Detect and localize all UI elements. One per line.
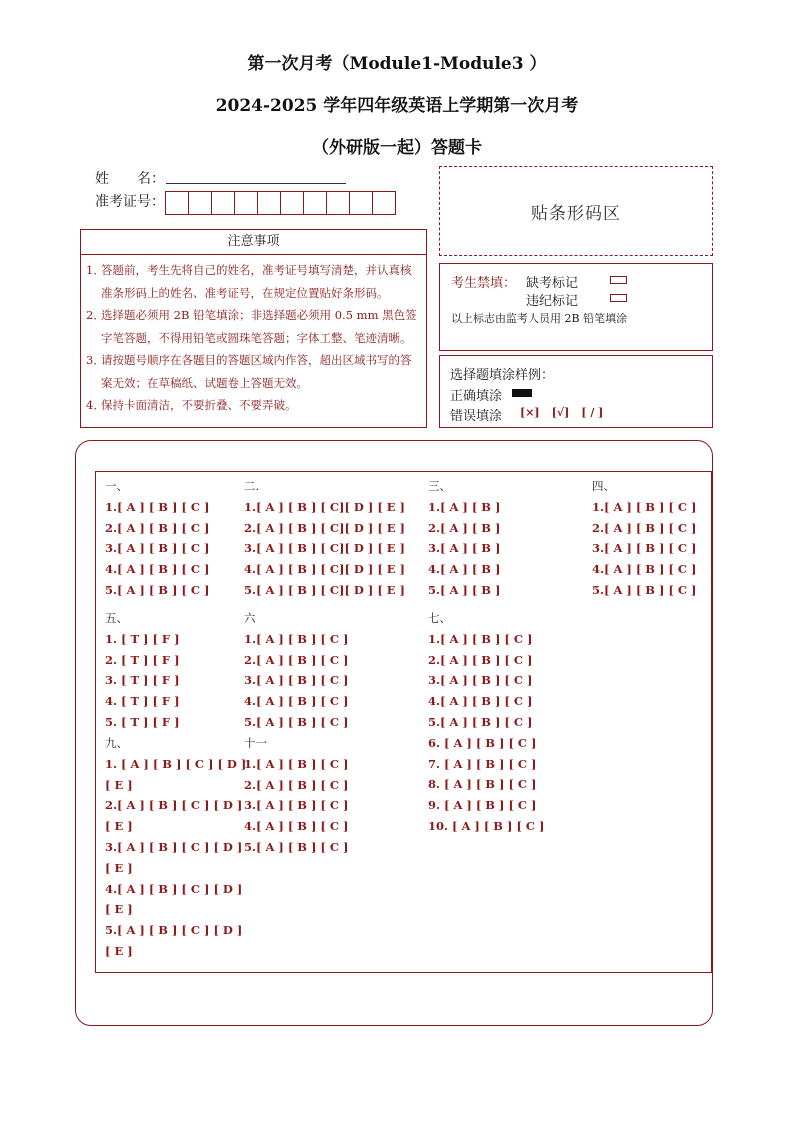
exam-id-digit-box[interactable]	[326, 191, 350, 215]
answer-option-row[interactable]: 5.[ A ] [ B ] [ C ]	[244, 839, 349, 854]
barcode-area	[439, 166, 713, 256]
correct-fill-label: 正确填涂	[450, 389, 503, 404]
section-title: 七、	[428, 611, 451, 625]
notice-box	[80, 229, 427, 428]
section-title: 二.	[244, 479, 260, 493]
wrong-fill-label: 错误填涂	[450, 409, 503, 424]
notice-item	[86, 259, 420, 304]
answer-option-row[interactable]: 5.[ A ] [ B ]	[428, 582, 501, 597]
exam-id-digit-box[interactable]	[257, 191, 281, 215]
answer-option-row[interactable]: 3. [ T ] [ F ]	[105, 673, 180, 688]
answer-option-row[interactable]: [ E ]	[105, 902, 133, 917]
answer-option-row[interactable]: 4. [ T ] [ F ]	[105, 694, 180, 709]
answer-option-row[interactable]: 2.[ A ] [ B ] [ C ]	[244, 777, 349, 792]
section-4	[592, 476, 696, 601]
exam-id-label: 准考证号：	[95, 194, 165, 210]
exam-title-line-1: 第一次月考（Module1-Module3 ）	[247, 54, 547, 74]
answer-option-row[interactable]: 3.[ A ] [ B ] [ C ]	[244, 798, 349, 813]
answer-option-row[interactable]: 7. [ A ] [ B ] [ C ]	[428, 756, 537, 771]
section-title: 十一	[244, 736, 267, 750]
name-label: 姓 名：	[95, 171, 165, 187]
wrong-fill-example: [√]	[551, 406, 570, 419]
exam-title-line-2: 2024-2025 学年四年级英语上学期第一次月考	[215, 96, 579, 116]
answer-option-row[interactable]: 10. [ A ] [ B ] [ C ]	[428, 818, 545, 833]
answer-option-row[interactable]: 2.[ A ] [ B ] [ C ]	[428, 652, 533, 667]
notice-item	[86, 394, 420, 417]
answer-option-row[interactable]: 1. [ T ] [ F ]	[105, 631, 180, 646]
answer-option-row[interactable]: 5.[ A ] [ B ] [ C ]	[428, 714, 533, 729]
notice-item-text: 选择题必须用 2B 铅笔填涂；非选择题必须用 0.5 mm 黑色签字笔答题，不得用铅笔或圆珠笔答题；字体工整、笔迹清晰。	[101, 308, 417, 345]
notice-item-number: 3．	[86, 353, 105, 367]
answer-option-row[interactable]: 4.[ A ] [ B ]	[428, 562, 501, 577]
section-7	[428, 608, 544, 837]
section-title: 一、	[105, 479, 128, 493]
answer-option-row[interactable]: 5. [ T ] [ F ]	[105, 714, 180, 729]
answer-option-row[interactable]: 2.[ A ] [ B ] [ C][ D ] [ E ]	[244, 520, 405, 535]
notice-item-text: 保持卡面清洁，不要折叠、不要弄破。	[101, 398, 297, 412]
answer-option-row[interactable]: 1. [ A ] [ B ] [ C ] [ D ]	[105, 756, 247, 771]
answer-option-row[interactable]: 4.[ A ] [ B ] [ C ]	[105, 562, 210, 577]
notice-item-text: 答题前，考生先将自己的姓名，准考证号填写清楚，并认真核准条形码上的姓名、准考证号，在规定位置贴好条形码。	[101, 263, 412, 300]
proctor-only-box	[439, 263, 713, 351]
section-9	[105, 733, 246, 962]
exam-id-boxes[interactable]	[165, 191, 396, 215]
answer-option-row[interactable]: 2. [ T ] [ F ]	[105, 652, 180, 667]
answer-option-row[interactable]: 1.[ A ] [ B ] [ C ]	[592, 499, 697, 514]
exam-id-digit-box[interactable]	[234, 191, 258, 215]
name-field[interactable]	[166, 183, 346, 184]
answer-option-row[interactable]: 5.[ A ] [ B ] [ C ]	[592, 582, 697, 597]
answer-option-row[interactable]: 4.[ A ] [ B ] [ C][ D ] [ E ]	[244, 562, 405, 577]
answer-option-row[interactable]: 3.[ A ] [ B ] [ C ] [ D ]	[105, 839, 243, 854]
section-11	[244, 733, 348, 858]
answer-option-row[interactable]: 1.[ A ] [ B ] [ C ]	[428, 631, 533, 646]
answer-option-row[interactable]: 4.[ A ] [ B ] [ C ]	[244, 819, 349, 834]
answer-option-row[interactable]: 4.[ A ] [ B ] [ C ]	[244, 694, 349, 709]
correct-fill-example	[512, 389, 532, 397]
answer-option-row[interactable]: 2.[ A ] [ B ] [ C ]	[244, 652, 349, 667]
exam-title-line-3: （外研版一起）答题卡	[312, 138, 482, 158]
answer-option-row[interactable]: 4.[ A ] [ B ] [ C ]	[592, 562, 697, 577]
violation-mark-label: 违纪标记	[526, 294, 579, 309]
answer-option-row[interactable]: 5.[ A ] [ B ] [ C ]	[244, 714, 349, 729]
answer-option-row[interactable]: 9. [ A ] [ B ] [ C ]	[428, 798, 537, 813]
answer-option-row[interactable]: 3.[ A ] [ B ] [ C ]	[105, 541, 210, 556]
section-title: 三、	[428, 479, 451, 493]
wrong-fill-examples	[520, 406, 603, 419]
answer-option-row[interactable]: 5.[ A ] [ B ] [ C][ D ] [ E ]	[244, 582, 405, 597]
exam-id-digit-box[interactable]	[211, 191, 235, 215]
fill-sample-title: 选择题填涂样例：	[450, 368, 555, 383]
section-title: 六	[244, 611, 256, 625]
section-5	[105, 608, 180, 733]
proctor-only-label: 考生禁填：	[451, 276, 517, 291]
fill-sample-box	[439, 355, 713, 428]
answer-option-row[interactable]: 3.[ A ] [ B ] [ C ]	[428, 673, 533, 688]
answer-option-row[interactable]: 1.[ A ] [ B ] [ C ]	[244, 631, 349, 646]
section-2	[244, 476, 405, 601]
answer-option-row[interactable]: 2.[ A ] [ B ] [ C ] [ D ]	[105, 798, 243, 813]
answer-option-row[interactable]: 4.[ A ] [ B ] [ C ]	[428, 694, 533, 709]
section-title: 五、	[105, 611, 128, 625]
answer-option-row[interactable]: [ E ]	[105, 860, 133, 875]
answer-option-row[interactable]: 3.[ A ] [ B ] [ C][ D ] [ E ]	[244, 541, 405, 556]
answer-area	[95, 471, 712, 973]
section-6	[244, 608, 348, 733]
answer-option-row[interactable]: 6. [ A ] [ B ] [ C ]	[428, 735, 537, 750]
answer-option-row[interactable]: 8. [ A ] [ B ] [ C ]	[428, 777, 537, 792]
absent-mark-label: 缺考标记	[526, 276, 579, 291]
answer-option-row[interactable]: 5.[ A ] [ B ] [ C ]	[105, 582, 210, 597]
answer-option-row[interactable]: 4.[ A ] [ B ] [ C ] [ D ]	[105, 881, 243, 896]
notice-title: 注意事项	[81, 230, 426, 255]
wrong-fill-example: [×]	[520, 406, 540, 419]
answer-option-row[interactable]: 3.[ A ] [ B ] [ C ]	[592, 541, 697, 556]
notice-item-number: 4．	[86, 398, 105, 412]
proctor-note: 以上标志由监考人员用 2B 铅笔填涂	[451, 312, 628, 325]
barcode-label: 贴条形码区	[531, 203, 621, 224]
wrong-fill-example: [ / ]	[581, 406, 604, 419]
exam-id-digit-box[interactable]	[372, 191, 396, 215]
answer-option-row[interactable]: 2.[ A ] [ B ] [ C ]	[105, 520, 210, 535]
section-1	[105, 476, 209, 601]
notice-item-text: 请按题号顺序在各题目的答题区域内作答，超出区域书写的答案无效；在草稿纸、试题卷上答题无效。	[101, 353, 412, 390]
answer-option-row[interactable]: [ E ]	[105, 819, 133, 834]
answer-option-row[interactable]: [ E ]	[105, 777, 133, 792]
notice-item-number: 2．	[86, 308, 105, 322]
exam-id-digit-box[interactable]	[303, 191, 327, 215]
answer-option-row[interactable]: 3.[ A ] [ B ]	[428, 541, 501, 556]
section-title: 九、	[105, 736, 128, 750]
violation-mark-box[interactable]	[610, 294, 627, 302]
answer-option-row[interactable]: 3.[ A ] [ B ] [ C ]	[244, 673, 349, 688]
answer-option-row[interactable]: 1.[ A ] [ B ] [ C ]	[105, 499, 210, 514]
notice-item	[86, 304, 420, 349]
exam-id-digit-box[interactable]	[188, 191, 212, 215]
answer-option-row[interactable]: [ E ]	[105, 943, 133, 958]
answer-option-row[interactable]: 1.[ A ] [ B ] [ C ]	[244, 756, 349, 771]
answer-option-row[interactable]: 2.[ A ] [ B ] [ C ]	[592, 520, 697, 535]
answer-option-row[interactable]: 1.[ A ] [ B ] [ C][ D ] [ E ]	[244, 499, 405, 514]
exam-id-digit-box[interactable]	[280, 191, 304, 215]
answer-option-row[interactable]: 1.[ A ] [ B ]	[428, 499, 501, 514]
exam-id-digit-box[interactable]	[165, 191, 189, 215]
notice-item	[86, 349, 420, 394]
exam-id-digit-box[interactable]	[349, 191, 373, 215]
section-title: 四、	[592, 479, 615, 493]
answer-option-row[interactable]: 5.[ A ] [ B ] [ C ] [ D ]	[105, 923, 243, 938]
absent-mark-box[interactable]	[610, 276, 627, 284]
section-3	[428, 476, 500, 601]
answer-option-row[interactable]: 2.[ A ] [ B ]	[428, 520, 501, 535]
notice-item-number: 1．	[86, 263, 105, 277]
